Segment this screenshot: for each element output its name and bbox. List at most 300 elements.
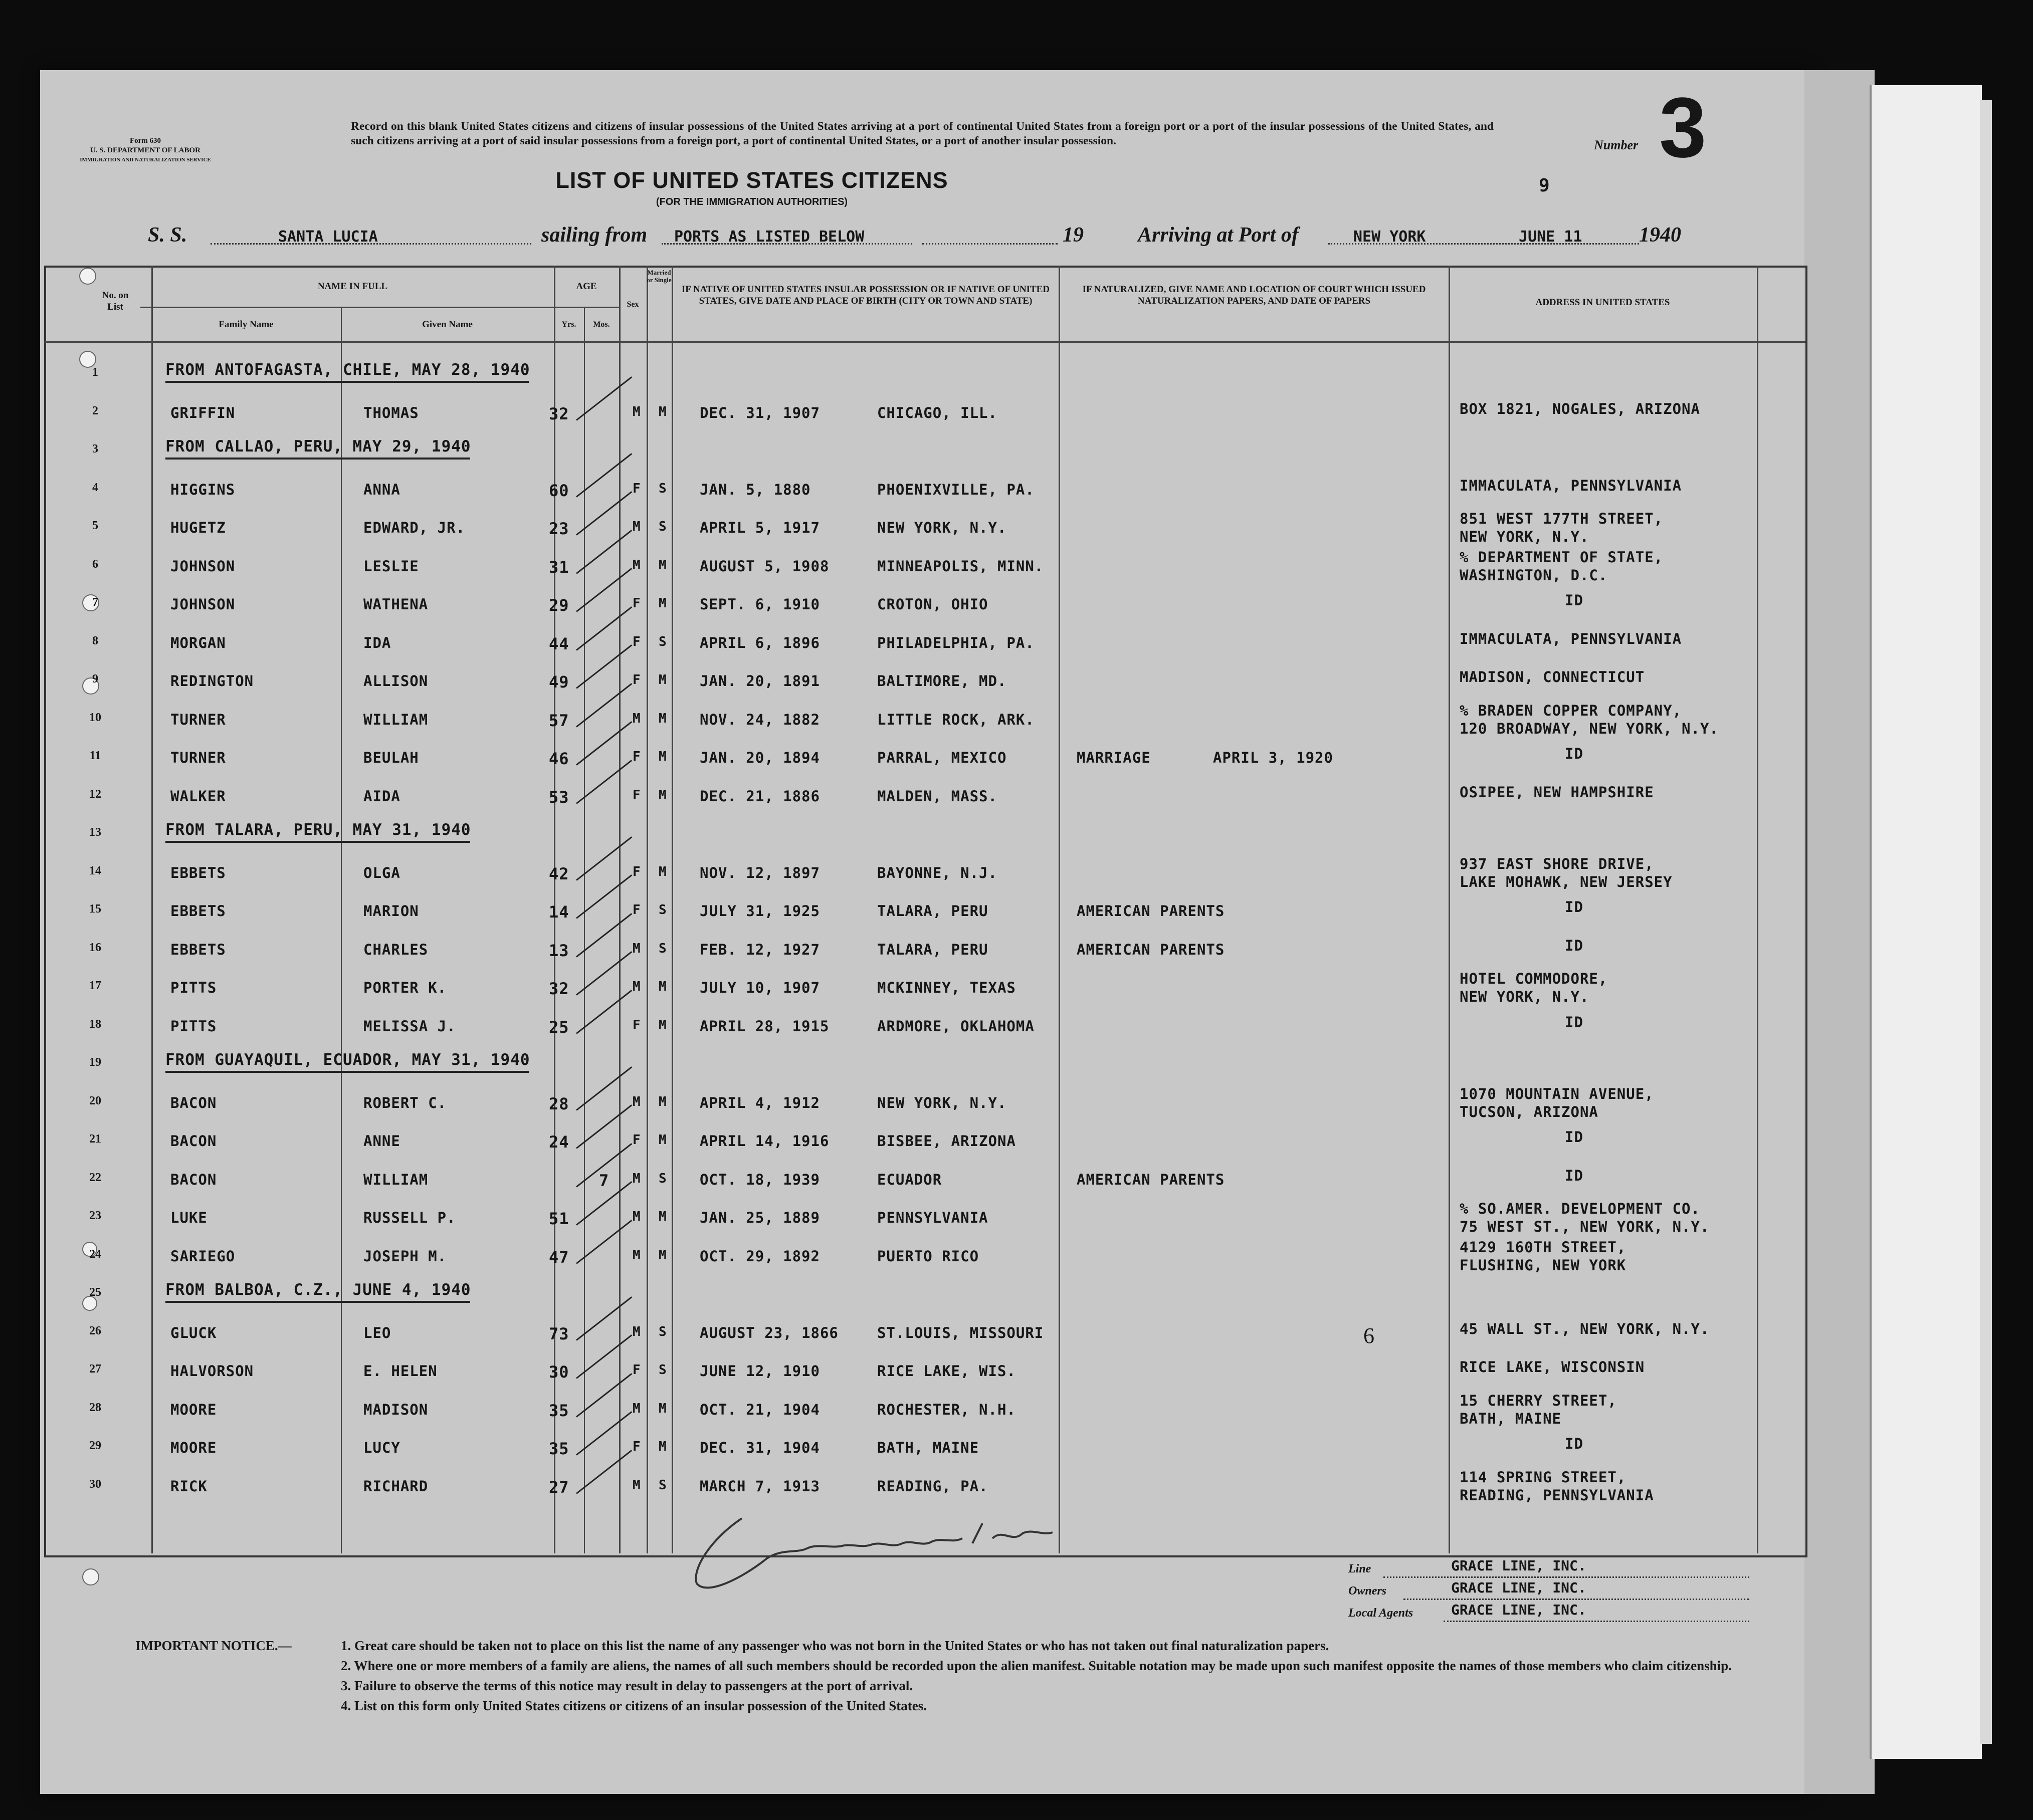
sex: M [633, 1247, 641, 1263]
birth-date: NOV. 24, 1882 [700, 711, 820, 728]
birth-place: CHICAGO, ILL. [877, 404, 997, 421]
col-header-mos: Mos. [593, 320, 610, 329]
year-prefix: 19 [1063, 223, 1084, 247]
col-divider [341, 307, 342, 1553]
address-line: ID [1565, 745, 1583, 762]
sex: M [633, 404, 641, 419]
birth-date: JUNE 12, 1910 [700, 1362, 820, 1380]
row-number: 29 [89, 1439, 101, 1452]
row-number: 10 [89, 711, 101, 724]
given-name: LEO [363, 1324, 391, 1341]
section-underline [165, 1071, 529, 1073]
given-name: JOSEPH M. [363, 1247, 447, 1265]
given-name: CHARLES [363, 941, 429, 958]
notice-item: 3. Failure to observe the terms of this notice may result in delay to passengers at the port of arrival. [341, 1678, 913, 1693]
family-name: GRIFFIN [170, 404, 236, 421]
birth-date: APRIL 14, 1916 [700, 1132, 830, 1150]
section-heading: FROM ANTOFAGASTA, CHILE, MAY 28, 1940 [165, 361, 530, 379]
birth-date: FEB. 12, 1927 [700, 941, 820, 958]
address-line: FLUSHING, NEW YORK [1460, 1256, 1627, 1274]
row-number: 17 [89, 979, 101, 992]
given-name: WILLIAM [363, 1171, 429, 1188]
marital-status: M [659, 557, 667, 573]
line-value: GRACE LINE, INC. [1451, 1557, 1586, 1574]
col-header-given: Given Name [422, 319, 473, 330]
birth-date: MARCH 7, 1913 [700, 1477, 820, 1495]
col-header-sex: Sex [627, 300, 639, 309]
row-number: 30 [89, 1477, 101, 1491]
age-years: 47 [549, 1247, 569, 1267]
age-years: 53 [549, 787, 569, 807]
sailing-label: sailing from [541, 223, 648, 247]
given-name: IDA [363, 634, 391, 651]
birth-date: DEC. 21, 1886 [700, 787, 820, 805]
notice-item: 2. Where one or more members of a family are aliens, the names of all such members should be recorded upon the alien manifest. Suitable notation may be made upon such manifest opposite the names of those members who claim citizenship. [341, 1658, 1732, 1673]
address-line: ID [1565, 1128, 1583, 1146]
family-name: MOORE [170, 1401, 217, 1418]
birth-place: BAYONNE, N.J. [877, 864, 997, 881]
birth-place: NEW YORK, N.Y. [877, 1094, 1007, 1111]
line-label: Line [1348, 1562, 1371, 1575]
col-header-no: No. on List [102, 290, 129, 312]
address-line: RICE LAKE, WISCONSIN [1460, 1358, 1645, 1376]
sex: F [633, 749, 641, 764]
family-name: JOHNSON [170, 596, 236, 613]
given-name: WATHENA [363, 596, 429, 613]
birth-date: APRIL 4, 1912 [700, 1094, 820, 1111]
row-number: 22 [89, 1171, 101, 1184]
marital-status: M [659, 1439, 667, 1454]
birth-place: CROTON, OHIO [877, 596, 988, 613]
age-years: 46 [549, 749, 569, 768]
date-line [922, 243, 1058, 245]
birth-place: TALARA, PERU [877, 902, 988, 920]
given-name: WILLIAM [363, 711, 429, 728]
row-number: 3 [92, 442, 98, 456]
family-name: PITTS [170, 1017, 217, 1035]
row-number: 26 [89, 1324, 101, 1337]
marital-status: M [659, 1094, 667, 1109]
owners-rule [1403, 1599, 1749, 1600]
arrival-port: NEW YORK [1353, 228, 1426, 246]
address-line: HOTEL COMMODORE, [1460, 970, 1608, 987]
age-years: 35 [549, 1439, 569, 1458]
marital-status: M [659, 1209, 667, 1224]
marital-status: M [659, 1247, 667, 1263]
marital-status: M [659, 1017, 667, 1033]
birth-place: READING, PA. [877, 1477, 988, 1495]
marital-status: M [659, 404, 667, 419]
age-years: 73 [549, 1324, 569, 1343]
birth-date: JULY 10, 1907 [700, 979, 820, 996]
col-header-yrs: Yrs. [561, 320, 576, 329]
sex: M [633, 1209, 641, 1224]
age-years: 42 [549, 864, 569, 883]
sex: F [633, 787, 641, 803]
sex: F [633, 1362, 641, 1378]
row-number: 1 [92, 366, 98, 379]
row-number: 14 [89, 864, 101, 877]
given-name: PORTER K. [363, 979, 447, 996]
sex: F [633, 634, 641, 649]
age-years: 49 [549, 672, 569, 692]
row-number: 28 [89, 1401, 101, 1414]
owners-value: GRACE LINE, INC. [1451, 1579, 1586, 1596]
ship-name: SANTA LUCIA [278, 228, 378, 246]
family-name: EBBETS [170, 941, 226, 958]
address-line: 120 BROADWAY, NEW YORK, N.Y. [1460, 720, 1719, 737]
family-name: MORGAN [170, 634, 226, 651]
birth-place: ROCHESTER, N.H. [877, 1401, 1016, 1418]
sex: F [633, 1017, 641, 1033]
birth-date: OCT. 29, 1892 [700, 1247, 820, 1265]
address-line: ID [1565, 1013, 1583, 1031]
naturalization: MARRIAGE [1077, 749, 1151, 766]
birth-date: OCT. 18, 1939 [700, 1171, 820, 1188]
row-number: 16 [89, 941, 101, 954]
birth-date: JAN. 25, 1889 [700, 1209, 820, 1226]
age-years: 29 [549, 596, 569, 615]
family-name: TURNER [170, 749, 226, 766]
family-name: EBBETS [170, 864, 226, 881]
notice-label: IMPORTANT NOTICE.— [135, 1638, 292, 1653]
family-name: GLUCK [170, 1324, 217, 1341]
sex: M [633, 711, 641, 726]
birth-place: MCKINNEY, TEXAS [877, 979, 1016, 996]
birth-date: APRIL 6, 1896 [700, 634, 820, 651]
line-rule [1383, 1576, 1749, 1578]
address-line: ID [1565, 1167, 1583, 1184]
row-number: 19 [89, 1056, 101, 1069]
sex: M [633, 1094, 641, 1109]
notice-items [341, 1636, 1754, 1716]
marital-status: M [659, 864, 667, 879]
address-line: 75 WEST ST., NEW YORK, N.Y. [1460, 1218, 1710, 1235]
family-name: HUGETZ [170, 519, 226, 536]
marital-status: M [659, 711, 667, 726]
age-divider [554, 307, 619, 308]
address-line: 114 SPRING STREET, [1460, 1468, 1627, 1486]
row-number: 15 [89, 902, 101, 916]
page-edge [1804, 70, 1875, 1794]
age-years: 30 [549, 1362, 569, 1382]
address-line: NEW YORK, N.Y. [1460, 988, 1589, 1005]
section-underline [165, 458, 470, 460]
given-name: ROBERT C. [363, 1094, 447, 1111]
binder-hole [79, 351, 96, 368]
family-name: REDINGTON [170, 672, 254, 690]
address-line: TUCSON, ARIZONA [1460, 1103, 1598, 1120]
address-line: WASHINGTON, D.C. [1460, 566, 1608, 584]
age-years: 57 [549, 711, 569, 730]
family-name: JOHNSON [170, 557, 236, 575]
family-name: BACON [170, 1094, 217, 1111]
sex: M [633, 979, 641, 994]
form-number: Form 630 [129, 137, 161, 145]
family-name: RICK [170, 1477, 208, 1495]
col-divider [1757, 266, 1758, 1553]
birth-place: ARDMORE, OKLAHOMA [877, 1017, 1035, 1035]
col-header-address: ADDRESS IN UNITED STATES [1535, 297, 1670, 308]
sex: F [633, 596, 641, 611]
col-header-name: NAME IN FULL [317, 281, 388, 292]
form-id [70, 136, 221, 165]
stamp-number: 9 [1539, 175, 1550, 196]
given-name: THOMAS [363, 404, 419, 421]
age-years: 51 [549, 1209, 569, 1228]
family-name: WALKER [170, 787, 226, 805]
sex: F [633, 1439, 641, 1454]
binder-hole [82, 1568, 99, 1585]
birth-place: RICE LAKE, WIS. [877, 1362, 1016, 1380]
notice-item: 4. List on this form only United States citizens or citizens of an insular possession of the United States. [341, 1698, 927, 1713]
row-number: 6 [92, 557, 98, 571]
row-number: 4 [92, 481, 98, 494]
address-line: ID [1565, 898, 1583, 916]
naturalization: AMERICAN PARENTS [1077, 941, 1225, 958]
row-number: 2 [92, 404, 98, 417]
arrival-year: 1940 [1639, 223, 1681, 247]
officer-signature [682, 1508, 1063, 1599]
col-header-married: Married or Single [647, 269, 672, 284]
birth-place: LITTLE ROCK, ARK. [877, 711, 1035, 728]
sex: F [633, 481, 641, 496]
birth-place: PENNSYLVANIA [877, 1209, 988, 1226]
birth-place: PUERTO RICO [877, 1247, 979, 1265]
address-line: % DEPARTMENT OF STATE, [1460, 548, 1664, 566]
birth-date: JAN. 5, 1880 [700, 481, 811, 498]
family-name: LUKE [170, 1209, 208, 1226]
family-name: BACON [170, 1171, 217, 1188]
naturalization: AMERICAN PARENTS [1077, 1171, 1225, 1188]
given-name: RICHARD [363, 1477, 429, 1495]
address-line: 45 WALL ST., NEW YORK, N.Y. [1460, 1320, 1710, 1337]
sex: F [633, 902, 641, 918]
age-years: 60 [549, 481, 569, 500]
section-underline [165, 1301, 470, 1303]
given-name: LESLIE [363, 557, 419, 575]
naturalization-date: APRIL 3, 1920 [1213, 749, 1333, 766]
age-years: 27 [549, 1477, 569, 1497]
age-years: 13 [549, 941, 569, 960]
address-line: % SO.AMER. DEVELOPMENT CO. [1460, 1200, 1700, 1217]
address-line: 15 CHERRY STREET, [1460, 1392, 1617, 1409]
sex: M [633, 1477, 641, 1493]
address-line: BATH, MAINE [1460, 1410, 1562, 1427]
section-heading: FROM CALLAO, PERU, MAY 29, 1940 [165, 437, 471, 456]
birth-place: PARRAL, MEXICO [877, 749, 1007, 766]
marital-status: S [659, 1477, 667, 1493]
given-name: MARION [363, 902, 419, 920]
address-line: ID [1565, 937, 1583, 954]
age-years: 35 [549, 1401, 569, 1420]
address-line: IMMACULATA, PENNSYLVANIA [1460, 630, 1682, 647]
sex: F [633, 864, 641, 879]
row-number: 24 [89, 1247, 101, 1261]
page-subtitle: (FOR THE IMMIGRATION AUTHORITIES) [656, 196, 848, 207]
given-name: LUCY [363, 1439, 400, 1456]
address-line: OSIPEE, NEW HAMPSHIRE [1460, 783, 1654, 801]
section-underline [165, 841, 470, 843]
name-divider [140, 307, 554, 308]
birth-place: BISBEE, ARIZONA [877, 1132, 1016, 1150]
page-title: LIST OF UNITED STATES CITIZENS [555, 167, 948, 193]
number-label: Number [1594, 138, 1639, 152]
sex: M [633, 519, 641, 534]
family-name: PITTS [170, 979, 217, 996]
birth-date: DEC. 31, 1904 [700, 1439, 820, 1456]
record-instructions: Record on this blank United States citizens and citizens of insular possessions of the United States arriving at a port of continental United States from a foreign port or a port of the insular possessions of the United States, and such citizens arriving at a port of said insular possessions from a foreign port, a port of continental United States, or a port of another insular possession. [351, 120, 1494, 147]
address-line: 937 EAST SHORE DRIVE, [1460, 855, 1654, 872]
marital-status: S [659, 902, 667, 918]
section-heading: FROM TALARA, PERU, MAY 31, 1940 [165, 821, 471, 839]
marital-status: M [659, 1401, 667, 1416]
birth-date: SEPT. 6, 1910 [700, 596, 820, 613]
address-line: ID [1565, 592, 1583, 609]
notice-item: 1. Great care should be taken not to place on this list the name of any passenger who was not born in the United States or who has not taken out final naturalization papers. [341, 1638, 1329, 1653]
list-number: 3 [1659, 80, 1707, 175]
sex: M [633, 941, 641, 956]
page-edge [1870, 85, 1982, 1759]
row-number: 11 [89, 749, 101, 762]
family-name: SARIEGO [170, 1247, 236, 1265]
family-name: TURNER [170, 711, 226, 728]
marital-status: S [659, 1362, 667, 1378]
marginal-note: 6 [1363, 1323, 1374, 1348]
binder-hole [79, 268, 96, 285]
age-years: 28 [549, 1094, 569, 1113]
marital-status: M [659, 672, 667, 688]
col-divider [1059, 266, 1060, 1553]
address-line: 851 WEST 177TH STREET, [1460, 510, 1664, 527]
header-divider [44, 341, 1805, 343]
sex: M [633, 1324, 641, 1339]
age-years: 24 [549, 1132, 569, 1152]
row-number: 7 [92, 596, 98, 609]
birth-place: MALDEN, MASS. [877, 787, 997, 805]
col-divider [151, 266, 153, 1553]
address-line: LAKE MOHAWK, NEW JERSEY [1460, 873, 1673, 890]
birth-date: AUGUST 23, 1866 [700, 1324, 839, 1341]
sex: F [633, 1132, 641, 1148]
row-number: 20 [89, 1094, 101, 1107]
marital-status: S [659, 634, 667, 649]
birth-date: JAN. 20, 1894 [700, 749, 820, 766]
page-edge [1980, 100, 1992, 1744]
row-number: 18 [89, 1017, 101, 1031]
address-line: MADISON, CONNECTICUT [1460, 668, 1645, 686]
row-number: 25 [89, 1286, 101, 1299]
marital-status: S [659, 1171, 667, 1186]
naturalization: AMERICAN PARENTS [1077, 902, 1225, 920]
row-number: 9 [92, 672, 98, 686]
birth-place: PHILADELPHIA, PA. [877, 634, 1035, 651]
given-name: OLGA [363, 864, 400, 881]
row-number: 21 [89, 1132, 101, 1146]
address-line: 1070 MOUNTAIN AVENUE, [1460, 1085, 1654, 1102]
address-line: NEW YORK, N.Y. [1460, 528, 1589, 545]
given-name: AIDA [363, 787, 400, 805]
arriving-label: Arriving at Port of [1138, 223, 1299, 247]
address-line: IMMACULATA, PENNSYLVANIA [1460, 477, 1682, 494]
owners-label: Owners [1348, 1584, 1387, 1598]
sex: M [633, 1401, 641, 1416]
age-years: 14 [549, 902, 569, 922]
agents-value: GRACE LINE, INC. [1451, 1602, 1586, 1618]
marital-status: M [659, 979, 667, 994]
birth-place: ECUADOR [877, 1171, 942, 1188]
marital-status: M [659, 596, 667, 611]
family-name: HALVORSON [170, 1362, 254, 1380]
age-years: 32 [549, 404, 569, 423]
row-number: 27 [89, 1362, 101, 1376]
section-heading: FROM GUAYAQUIL, ECUADOR, MAY 31, 1940 [165, 1051, 530, 1069]
birth-date: OCT. 21, 1904 [700, 1401, 820, 1418]
given-name: EDWARD, JR. [363, 519, 466, 536]
col-divider [619, 266, 621, 1553]
birth-date: DEC. 31, 1907 [700, 404, 820, 421]
col-divider [1449, 266, 1450, 1553]
age-months: 7 [599, 1171, 609, 1190]
given-name: ALLISON [363, 672, 429, 690]
address-line: ID [1565, 1435, 1583, 1452]
marital-status: S [659, 941, 667, 956]
given-name: MADISON [363, 1401, 429, 1418]
row-number: 23 [89, 1209, 101, 1222]
marital-status: M [659, 1132, 667, 1148]
col-header-age: AGE [576, 281, 597, 292]
address-line: BOX 1821, NOGALES, ARIZONA [1460, 400, 1700, 417]
birth-date: AUGUST 5, 1908 [700, 557, 830, 575]
marital-status: S [659, 1324, 667, 1339]
given-name: ANNA [363, 481, 400, 498]
given-name: BEULAH [363, 749, 419, 766]
department: U. S. DEPARTMENT OF LABOR [90, 146, 201, 154]
given-name: MELISSA J. [363, 1017, 456, 1035]
marital-status: M [659, 749, 667, 764]
family-name: MOORE [170, 1439, 217, 1456]
age-years: 31 [549, 557, 569, 577]
family-name: HIGGINS [170, 481, 236, 498]
col-divider [672, 266, 673, 1553]
agents-rule [1444, 1621, 1749, 1622]
birth-date: APRIL 5, 1917 [700, 519, 820, 536]
age-years: 32 [549, 979, 569, 998]
given-name: E. HELEN [363, 1362, 438, 1380]
arrival-date: JUNE 11 [1519, 228, 1582, 246]
marital-status: M [659, 787, 667, 803]
birth-date: JULY 31, 1925 [700, 902, 820, 920]
col-header-family: Family Name [219, 319, 274, 330]
given-name: ANNE [363, 1132, 400, 1150]
sex: F [633, 672, 641, 688]
age-years: 25 [549, 1017, 569, 1037]
birth-place: BATH, MAINE [877, 1439, 979, 1456]
birth-place: PHOENIXVILLE, PA. [877, 481, 1035, 498]
section-underline [165, 381, 529, 383]
section-heading: FROM BALBOA, C.Z., JUNE 4, 1940 [165, 1281, 471, 1299]
address-line: % BRADEN COPPER COMPANY, [1460, 702, 1682, 719]
birth-place: TALARA, PERU [877, 941, 988, 958]
family-name: BACON [170, 1132, 217, 1150]
address-line: READING, PENNSYLVANIA [1460, 1486, 1654, 1504]
marital-status: S [659, 481, 667, 496]
birth-place: MINNEAPOLIS, MINN. [877, 557, 1044, 575]
address-line: 4129 160TH STREET, [1460, 1238, 1627, 1256]
col-header-naturalized: IF NATURALIZED, GIVE NAME AND LOCATION OF COURT WHICH ISSUED NATURALIZATION PAPERS, AND DATE OF PAPERS [1082, 284, 1426, 306]
col-divider [584, 307, 585, 1553]
row-number: 5 [92, 519, 98, 532]
